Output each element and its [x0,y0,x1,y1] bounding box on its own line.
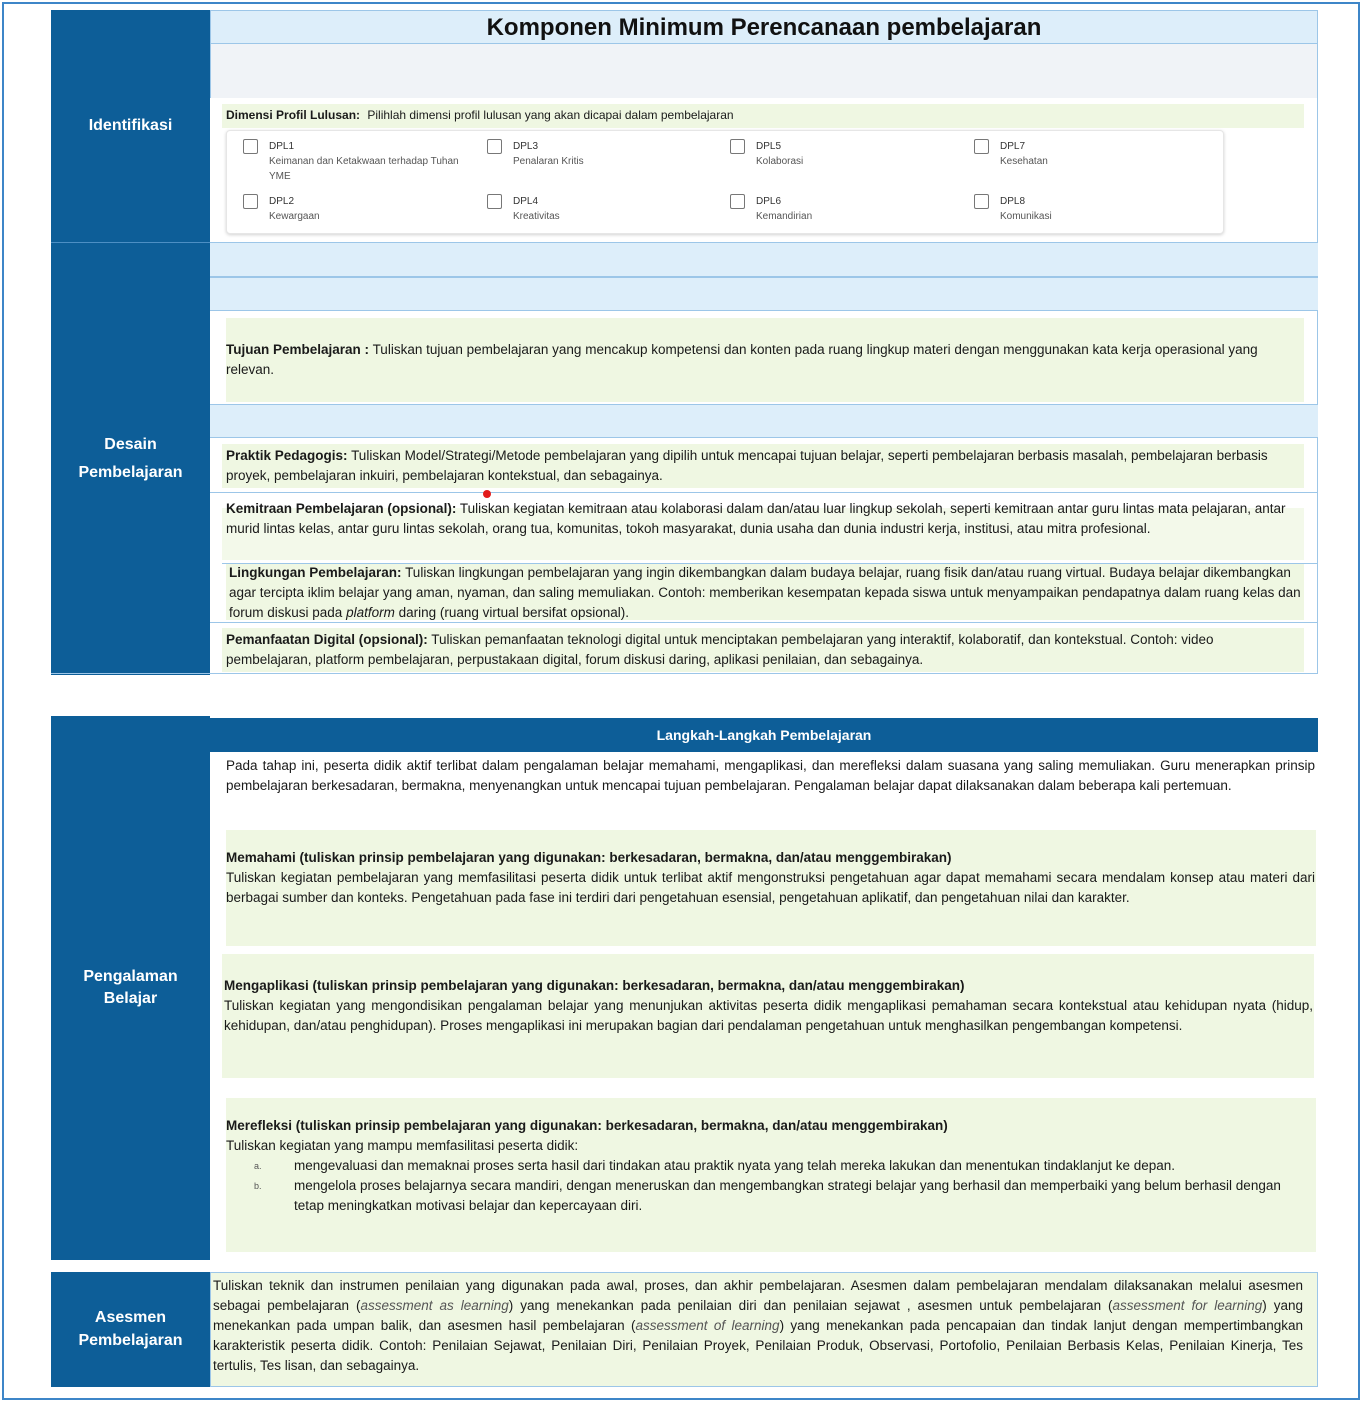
lingkungan-text-2: daring (ruang virtual bersifat opsional). [398,605,629,620]
red-dot-marker [483,490,491,498]
asesmen-i1: assessment as learning [360,1298,509,1313]
dimensi-line [226,106,1301,124]
side-identifikasi-label: Identifikasi [88,116,173,134]
mengaplikasi-title: Mengaplikasi (tuliskan prinsip pembelajaran yang digunakan: berkesadaran, bermakna, dan/atau menggembirakan) [224,978,965,993]
asesmen-text-block [213,1276,1303,1376]
asesmen-i2: assessment for learning [1112,1298,1263,1313]
lingkungan-text-1: Tuliskan lingkungan pembelajaran yang ingin dikembangkan dalam budaya belajar, ruang fisik dan/atau ruang virtual. Budaya belajar dikembangkan agar tercipta iklim belajar yang aman, nyaman, dan saling memuliakan. Contoh: memberikan kesempatan kepada siswa untuk menyampaikan pendapatnya dalam ruang kelas dan forum diskusi pada [229,565,1301,620]
dpl2-label: Kewargaan [269,211,320,222]
praktik-text-block [226,446,1301,486]
side-asesmen-label-2: Pembelajaran [78,1331,183,1349]
digital-label: Pemanfaatan Digital (opsional): [226,632,428,647]
page-title: Komponen Minimum Perencanaan pembelajaran [210,10,1318,44]
dimensi-label: Dimensi Profil Lulusan: [226,108,361,122]
asesmen-t1: Tuliskan teknik dan instrumen penilaian yang digunakan pada awal, proses, dan akhir pembelajaran. Asesmen dalam pembelajaran mendalam dilaksanakan melalui asesmen sebagai pembelajaran ( [213,1278,1303,1313]
digital-text: Tuliskan pemanfaatan teknologi digital untuk menciptakan pembelajaran yang interaktif, kolaboratif, dan kontekstual. Contoh: video pembelajaran, platform pembelajaran, perpustakaan digital, forum diskusi daring, aplikasi penilaian, dan sebagainya. [226,632,1214,667]
praktik-text: Tuliskan Model/Strategi/Metode pembelajaran yang dipilih untuk mencapai tujuan belajar, seperti pembelajaran berbasis masalah, pembelajaran berbasis proyek, pembelajaran inkuiri, pembelajaran kontekstual, dan sebagainya. [226,448,1268,483]
dpl8-label: Komunikasi [1000,211,1052,222]
dpl1-label: Keimanan dan Ketakwaan terhadap Tuhan YME [269,156,459,182]
dpl5-label: Kolaborasi [756,156,804,167]
asesmen-i3: assessment of learning [635,1318,780,1333]
lingkungan-text-block [229,563,1301,623]
side-desain-label-1: Desain [104,435,157,453]
dimensi-text: Pilihlah dimensi profil lulusan yang akan dicapai dalam pembelajaran [367,108,734,122]
list-item [226,1176,1301,1216]
dpl6-checkbox[interactable] [730,194,745,209]
dpl6-label: Kemandirian [756,211,813,222]
dpl7-code: DPL7 [1000,141,1026,152]
dpl4-checkbox[interactable] [487,194,502,209]
dpl2-checkbox[interactable] [243,194,258,209]
tujuan-label: Tujuan Pembelajaran : [226,342,370,357]
memahami-block [226,848,1315,908]
lingkungan-label: Lingkungan Pembelajaran: [229,565,402,580]
memahami-title: Memahami (tuliskan prinsip pembelajaran yang digunakan: berkesadaran, bermakna, dan/atau menggembirakan) [226,850,952,865]
list-marker: a. [254,1161,262,1171]
dpl-checkbox-group [226,130,1224,234]
side-asesmen-label-1: Asesmen [94,1309,167,1327]
side-asesmen [51,1272,210,1387]
side-pengalaman-label-2: Belajar [103,990,158,1007]
kemitraan-label: Kemitraan Pembelajaran (opsional): [226,501,457,516]
merefleksi-list [226,1156,1301,1216]
list-item-text: mengevaluasi dan memaknai proses serta hasil dari tindakan atau praktik nyata yang telah mereka lakukan dan menentukan tindaklanjut ke depan. [294,1158,1176,1173]
row-divider [210,492,1318,493]
dpl1-checkbox[interactable] [243,139,258,154]
intro-text: Pada tahap ini, peserta didik aktif terlibat dalam pengalaman belajar memahami, mengaplikasi, dan merefleksi dalam suasana yang saling memuliakan. Guru menerapkan prinsip pembelajaran berkesadaran, bermakna, menyenangkan untuk mencapai tujuan pembelajaran. Pengalaman belajar dapat dilaksanakan dalam beberapa kali pertemuan. [226,758,1315,793]
lingkungan-italic: platform [346,605,395,620]
dpl4-label: Kreativitas [513,211,560,222]
dpl8-code: DPL8 [1000,196,1026,207]
dpl7-checkbox[interactable] [974,139,989,154]
praktik-label: Praktik Pedagogis: [226,448,348,463]
list-item-text: mengelola proses belajarnya secara mandiri, dengan meneruskan dan mengembangkan strategi belajar yang berhasil dan memperbaiki yang belum berhasil dengan tetap meningkatkan motivasi belajar dan kepercayaan diri. [294,1178,1281,1213]
side-identifikasi [51,10,210,242]
side-pengalaman-label-1: Pengalaman [83,967,178,985]
langkah-header: Langkah-Langkah Pembelajaran [210,718,1318,752]
mengaplikasi-text: Tuliskan kegiatan yang mengondisikan pengalaman belajar yang menunjukan aktivitas peserta didik mengaplikasi pemahaman secara kontekstual atau kehidupan nyata (hidup, kehidupan, dan/atau penghidupan). Proses mengaplikasi ini merupakan bagian dari pendalaman pengetahuan untuk menghasilkan pengembangan kompetensi. [224,998,1313,1033]
dpl7-label: Kesehatan [1000,156,1048,167]
side-pengalaman [51,716,210,1260]
band-row-1 [210,242,1318,277]
list-marker: b. [254,1181,262,1191]
merefleksi-title: Merefleksi (tuliskan prinsip pembelajaran yang digunakan: berkesadaran, bermakna, dan/atau menggembirakan) [226,1118,948,1133]
tujuan-text-block [226,340,1296,380]
dpl3-code: DPL3 [513,141,539,152]
list-item [226,1156,1301,1176]
asesmen-t4: ) yang menekankan pada pencapaian dan tindak lanjut dengan mempertimbangkan karakteristik peserta didik. Contoh: Penilaian Sejawat, Penilaian Diri, Penilaian Proyek, Penilaian Produk, Observasi, Portofolio, Penilaian Berbasis Kelas, Penilaian Kinerja, Tes tertulis, Tes lisan, dan sebagainya. [213,1318,1304,1373]
asesmen-t2: ) yang menekankan pada penilaian diri dan penilaian sejawat , asesmen untuk pembelajaran ( [508,1298,1113,1313]
digital-text-block [226,630,1301,670]
asesmen-t3: ) yang menekankan pada umpan balik, dan asesmen hasil pembelajaran ( [213,1298,1303,1333]
memahami-text: Tuliskan kegiatan pembelajaran yang memfasilitasi peserta didik untuk terlibat aktif mengonstruksi pengetahuan agar dapat memahami secara mendalam konsep atau materi dari berbagai sumber dan konteks. Pengetahuan pada fase ini terdiri dari pengetahuan esensial, pengetahuan aplikatif, dan pengetahuan nilai dan karakter. [226,870,1315,905]
dpl5-code: DPL5 [756,141,782,152]
section-bottom-line [51,673,1318,674]
dpl2-code: DPL2 [269,196,295,207]
merefleksi-text: Tuliskan kegiatan yang mampu memfasilitasi peserta didik: [226,1138,579,1153]
dpl3-label: Penalaran Kritis [513,156,584,167]
dpl5-checkbox[interactable] [730,139,745,154]
dpl1-code: DPL1 [269,141,295,152]
kemitraan-text: Tuliskan kegiatan kemitraan atau kolaborasi dalam dan/atau luar lingkup sekolah, seperti kemitraan antar guru lintas mata pelajaran, antar murid lintas kelas, antar guru lintas sekolah, orang tua, komunitas, tokoh masyarakat, dunia usaha dan dunia industri kerja, institusi, atau mitra profesional. [226,501,1286,536]
blank-row [210,44,1318,98]
divider [1317,98,1318,674]
band-row-3 [210,404,1318,438]
dpl6-code: DPL6 [756,196,782,207]
dpl3-checkbox[interactable] [487,139,502,154]
band-row-2 [210,277,1318,311]
tujuan-text: Tuliskan tujuan pembelajaran yang mencakup kompetensi dan konten pada ruang lingkup materi dengan menggunakan kata kerja operasional yang relevan. [226,342,1258,377]
dpl4-code: DPL4 [513,196,539,207]
side-desain-label-2: Pembelajaran [78,464,183,481]
merefleksi-block [226,1116,1301,1216]
side-desain [51,242,210,675]
dpl8-checkbox[interactable] [974,194,989,209]
mengaplikasi-block [224,976,1313,1036]
kemitraan-text-block [226,499,1301,539]
row-divider [210,622,1318,623]
